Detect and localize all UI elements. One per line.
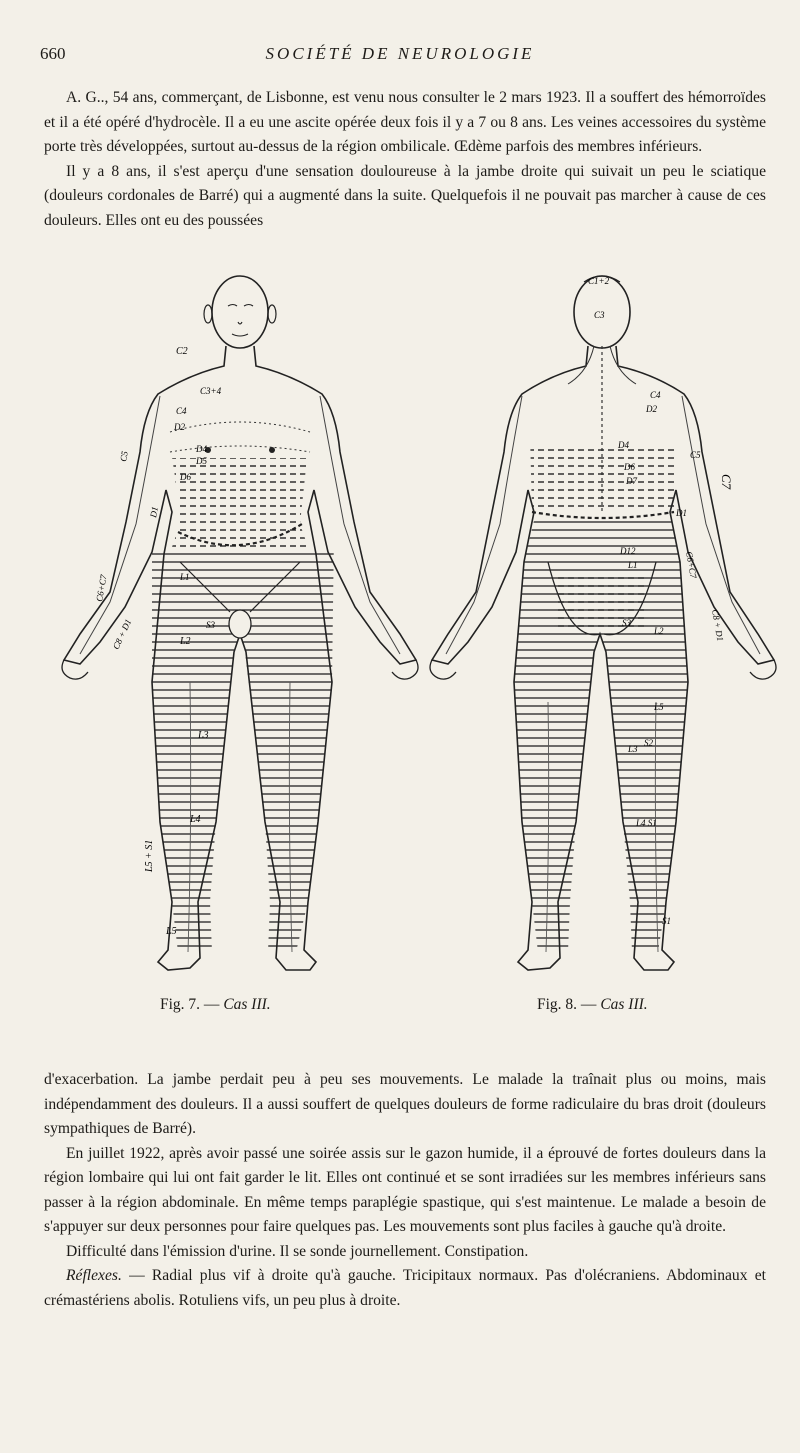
label-c7: C7 (719, 474, 734, 490)
label-s3: S3 (622, 618, 631, 628)
label-s3: S3 (206, 620, 215, 630)
label-l2: L2 (180, 636, 191, 647)
label-c12: C1+2 (588, 276, 610, 286)
reflexes-text: — Radial plus vif à droite qu'à gauche. Tricipitaux normaux. Pas d'olécraniens. Abdominaux et crémastériens abolis. Rotuliens vifs, un peu plus à droite. (44, 1267, 766, 1309)
figure-8-caption (537, 996, 648, 1014)
reflexes-heading: Réflexes. (66, 1267, 122, 1284)
caption-fig-number: Fig. 7. — (160, 996, 220, 1013)
journal-title: SOCIÉTÉ DE NEUROLOGIE (265, 44, 535, 63)
label-l5: L5 (166, 926, 177, 937)
front-body-diagram (40, 262, 420, 1002)
caption-fig-number: Fig. 8. — (537, 996, 597, 1013)
paragraph: Il y a 8 ans, il s'est aperçu d'une sensation douloureuse à la jambe droite qui suivait un peu le sciatique (douleurs cordonales de Barré) qui a augmenté dans la suite. Quelquefois il ne pouvait pas marcher à cause de ces douleurs. Elles ont eu des poussées (44, 162, 766, 229)
paragraph: Difficulté dans l'émission d'urine. Il se sonde journellement. Constipation. (66, 1242, 529, 1260)
label-l2: L2 (654, 626, 664, 636)
case-text-bottom (44, 1068, 766, 1313)
label-d4: D4 (618, 440, 629, 450)
label-d1: D1 (676, 508, 687, 518)
label-l5: L5 (654, 702, 664, 712)
label-c3: C3 (594, 310, 605, 320)
label-l4: L4 (190, 814, 201, 825)
paragraph: A. G.., 54 ans, commerçant, de Lisbonne, est venu nous consulter le 2 mars 1923. Il a souffert des hémorroïdes et il a été opéré d'hydrocèle. Il a eu une ascite opérée deux fois il y a 7 ou 8 ans. Les veines accessoires du système porte très développées, surtout au-dessus de la région ombilicale. Œdème parfois des membres inférieurs. (44, 89, 766, 155)
figure-7-caption (160, 996, 271, 1014)
label-d4: D4 (196, 444, 207, 454)
label-c5: C5 (690, 450, 701, 460)
label-s1: S1 (662, 916, 671, 926)
paragraph: d'exacerbation. La jambe perdait peu à peu ses mouvements. Le malade la traînait plus ou moins, mais indépendamment des douleurs. Il a aussi souffert de quelques douleurs de forme radiculaire du bras droit (douleurs sympathiques de Barré). (44, 1071, 766, 1137)
label-s2: S2 (644, 738, 653, 748)
label-c5: C5 (118, 450, 130, 463)
label-c6c7: C6+C7 (684, 550, 699, 580)
label-c6c7: C6+C7 (94, 573, 109, 603)
label-l4s1: L4 S1 (636, 818, 657, 828)
label-l1: L1 (180, 572, 190, 582)
label-c8d1: C8 + D1 (710, 608, 726, 642)
label-d5: D5 (196, 456, 207, 466)
label-d6: D6 (180, 472, 191, 482)
label-c4: C4 (650, 390, 661, 400)
label-c4: C4 (176, 406, 187, 416)
back-body-diagram (418, 262, 788, 1002)
figure-7-front-body (40, 262, 420, 1002)
label-l5s1: L5 + S1 (144, 839, 155, 872)
label-l3: L3 (198, 730, 209, 741)
label-l1: L1 (628, 560, 638, 570)
caption-case: Cas III. (223, 996, 271, 1013)
label-d1: D1 (148, 505, 160, 519)
label-c2: C2 (176, 346, 188, 357)
caption-case: Cas III. (600, 996, 648, 1013)
label-d2: D2 (646, 404, 657, 414)
running-header (0, 44, 800, 68)
label-l3: L3 (628, 744, 638, 754)
page-number: 660 (40, 44, 66, 63)
case-text-top (44, 86, 766, 233)
label-d6: D6 (624, 462, 635, 472)
label-d2: D2 (174, 422, 185, 432)
label-c3c4: C3+4 (200, 386, 222, 396)
label-d7: D7 (626, 476, 637, 486)
label-c8d1: C8 + D1 (110, 617, 134, 651)
label-d12: D12 (620, 546, 636, 556)
paragraph-reflexes (44, 1264, 766, 1313)
figure-8-back-body (418, 262, 788, 1002)
paragraph: En juillet 1922, après avoir passé une soirée assis sur le gazon humide, il a éprouvé de fortes douleurs dans la région lombaire qui lui ont fait garder le lit. Elles ont continué et se sont irradiées sur les membres inférieurs sans passer à la région abdominale. En même temps paraplégie spastique, qui s'est maintenue. Le malade a besoin de s'appuyer sur deux personnes pour faire quelques pas. Les mouvements sont plus faciles à gauche qu'à droite. (44, 1144, 766, 1235)
